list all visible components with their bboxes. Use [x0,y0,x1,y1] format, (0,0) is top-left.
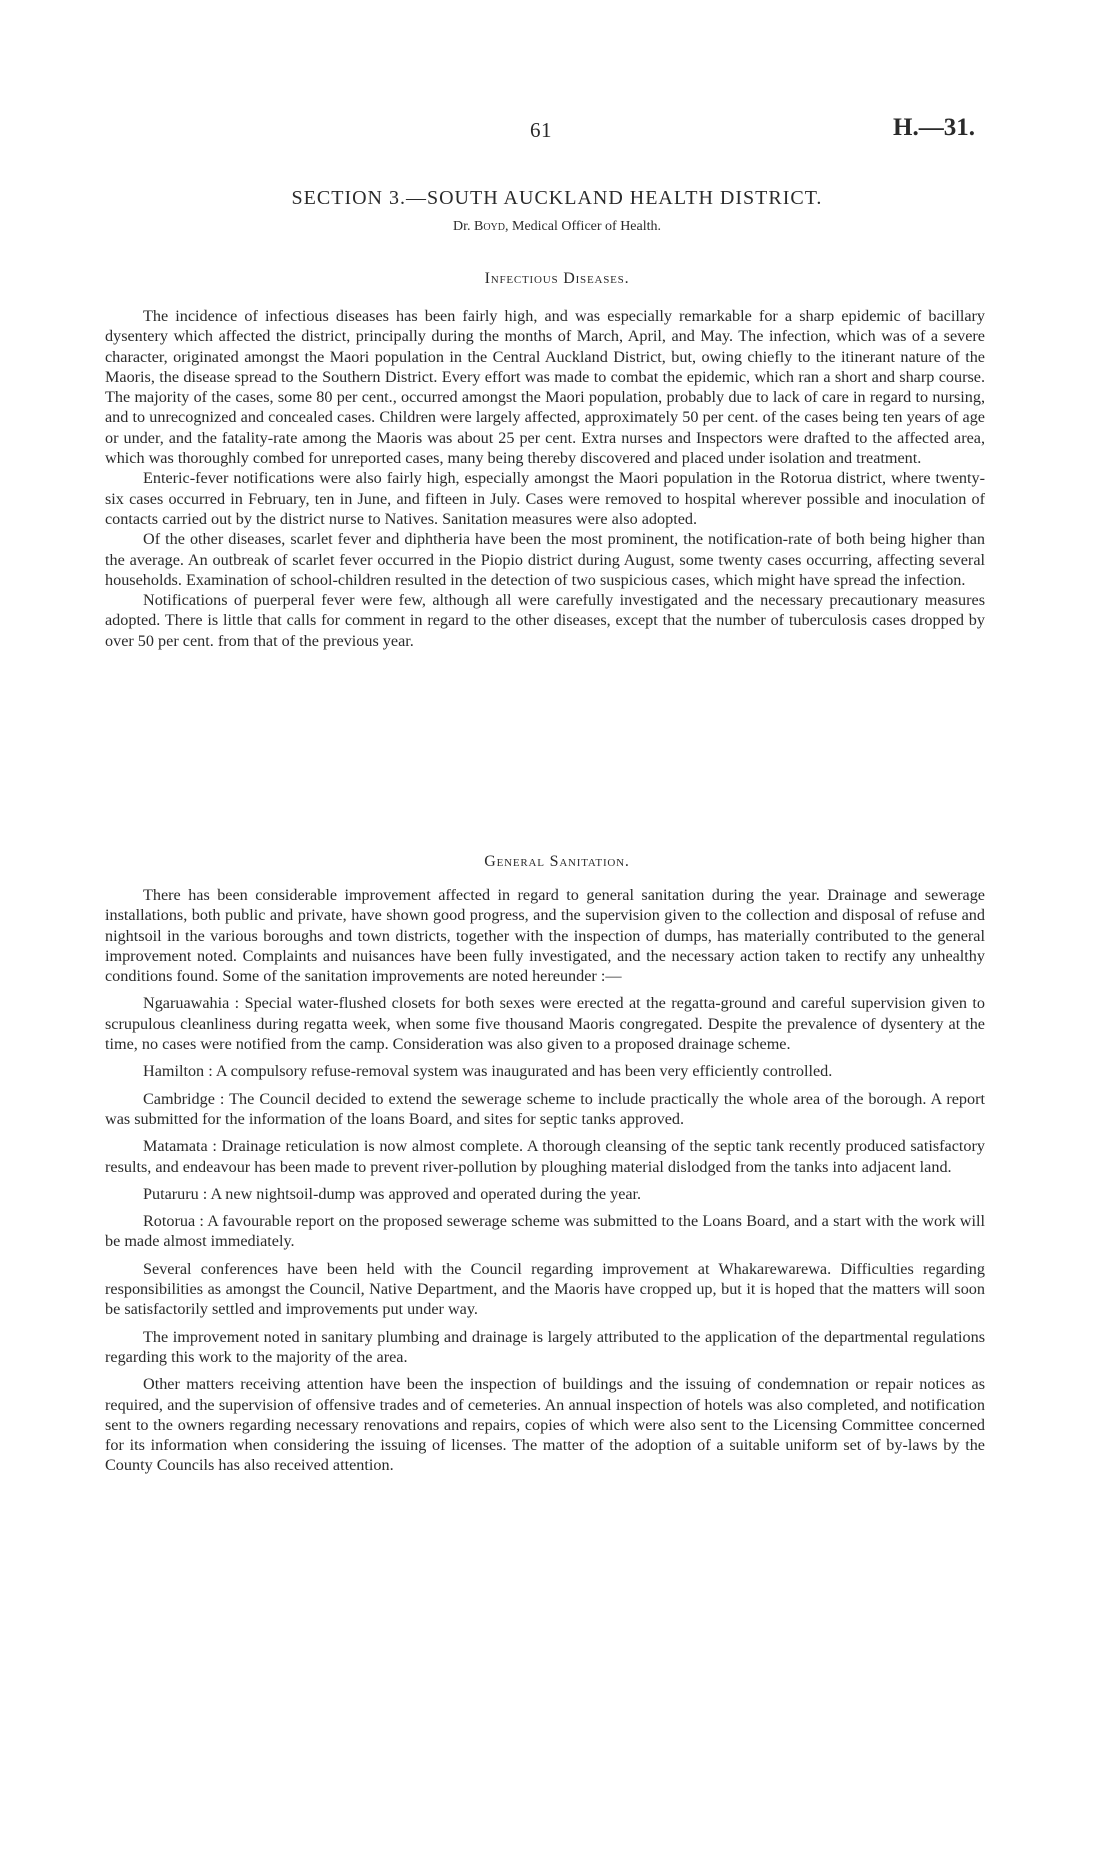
paragraph-putaruru: Putaruru : A new nightsoil-dump was approved and operated during the year. [143,1184,642,1203]
infectious-diseases-body [105,306,985,651]
paragraph-matamata: Matamata : Drainage reticulation is now almost complete. A thorough cleansing of the septic tank recently produced satisfactory results, and endeavour has been made to prevent river-pollution by ploughing material dislodged from the tanks into adjacent land. [105,1137,985,1176]
paragraph-ngaruawahia: Ngaruawahia : Special water-flushed closets for both sexes were erected at the regatta-ground and careful supervision given to scrupulous cleanliness during regatta week, when some five thousand Maoris congregated. Despite the prevalence of dysentery at the time, no cases were notified from the camp. Consideration was also given to a proposed drainage scheme. [105,994,985,1054]
document-reference: H.—31. [893,114,975,141]
paragraph-other-diseases: Of the other diseases, scarlet fever and diphtheria have been the most prominent, the notification-rate of both being higher than the average. An outbreak of scarlet fever occurred in the Piopio district during August, some twenty cases occurring, affecting several households. Examination of school-children resulted in the detection of two suspicious cases, which might have spread the infection. [105,530,985,589]
infectious-diseases-heading: Infectious Diseases. [484,270,630,287]
paragraph-enteric-fever: Enteric-fever notifications were also fairly high, especially amongst the Maori population in the Rotorua district, where twenty-six cases occurred in February, ten in June, and fifteen in July. Cases were removed to hospital wherever possible and inoculation of contacts carried out by the district nurse to Natives. Sanitation measures were also adopted. [105,469,985,528]
paragraph-rotorua: Rotorua : A favourable report on the proposed sewerage scheme was submitted to the Loans Board, and a start with the work will be made almost immediately. [105,1212,985,1251]
paragraph-hamilton: Hamilton : A compulsory refuse-removal system was inaugurated and has been very efficiently controlled. [143,1062,833,1081]
paragraph-sanitation-intro: There has been considerable improvement affected in regard to general sanitation during the year. Drainage and sewerage installations, both public and private, have shown good progress, and the supervision given to the collection and disposal of refuse and nightsoil in the various boroughs and town districts, together with the inspection of dumps, has materially contributed to the general improvement noted. Complaints and nuisances have been fully investigated, and the necessary action taken to rectify any unhealthy conditions found. Some of the sanitation improvements are noted hereunder :— [105,886,985,986]
officer-line [0,219,1114,235]
paragraph-dysentery: The incidence of infectious diseases has been fairly high, and was especially remarkable for a sharp epidemic of bacillary dysentery which affected the district, principally during the months of March, April, and May. The infection, which was of a severe character, originated amongst the Maori population in the Central Auckland District, but, owing chiefly to the itinerant nature of the Maoris, the disease spread to the Southern District. Every effort was made to combat the epidemic, which ran a short and sharp course. The majority of the cases, some 80 per cent., occurred amongst the Maori population, probably due to lack of care in regard to nursing, and to unrecognized and concealed cases. Children were largely affected, approximately 50 per cent. of the cases being ten years of age or under, and the fatality-rate among the Maoris was about 25 per cent. Extra nurses and Inspectors were drafted to the affected area, which was thoroughly combed for unreported cases, many being thereby discovered and placed under isolation and treatment. [105,307,985,468]
paragraph-cambridge: Cambridge : The Council decided to extend the sewerage scheme to include practically the whole area of the borough. A report was submitted for the information of the loans Board, and sites for septic tanks approved. [105,1089,985,1128]
officer-title: , Medical Officer of Health. [505,219,662,234]
general-sanitation-body [105,885,985,1483]
paragraph-plumbing: The improvement noted in sanitary plumbing and drainage is largely attributed to the application of the departmental regulations regarding this work to the majority of the area. [105,1327,985,1366]
paragraph-other-matters: Other matters receiving attention have been the inspection of buildings and the issuing of condemnation or repair notices as required, and the supervision of offensive trades and of cemeteries. An annual inspection of hotels was also completed, and notification sent to the owners regarding necessary renovations and repairs, copies of which were also sent to the Licensing Committee concerned for its information when considering the issuing of licenses. The matter of the adoption of a suitable uniform set of by-laws by the County Councils has also received attention. [105,1375,985,1475]
paragraph-whakarewarewa: Several conferences have been held with the Council regarding improvement at Whakarewarewa. Difficulties regarding responsibilities as amongst the Council, Native Department, and the Maoris have cropped up, but it is hoped that the matters will soon be satisfactorily settled and improvements put under way. [105,1259,985,1319]
officer-prefix: Dr. [452,219,471,234]
section-title: SECTION 3.—SOUTH AUCKLAND HEALTH DISTRICT. [291,187,823,209]
paragraph-puerperal-fever: Notifications of puerperal fever were few, although all were carefully investigated and the necessary precautionary measures adopted. There is little that calls for comment in regard to the other diseases, except that the number of tuberculosis cases dropped by over 50 per cent. from that of the previous year. [105,591,985,650]
general-sanitation-heading: General Sanitation. [484,853,630,870]
officer-name: Boyd [473,219,505,234]
page-number: 61 [530,118,552,142]
